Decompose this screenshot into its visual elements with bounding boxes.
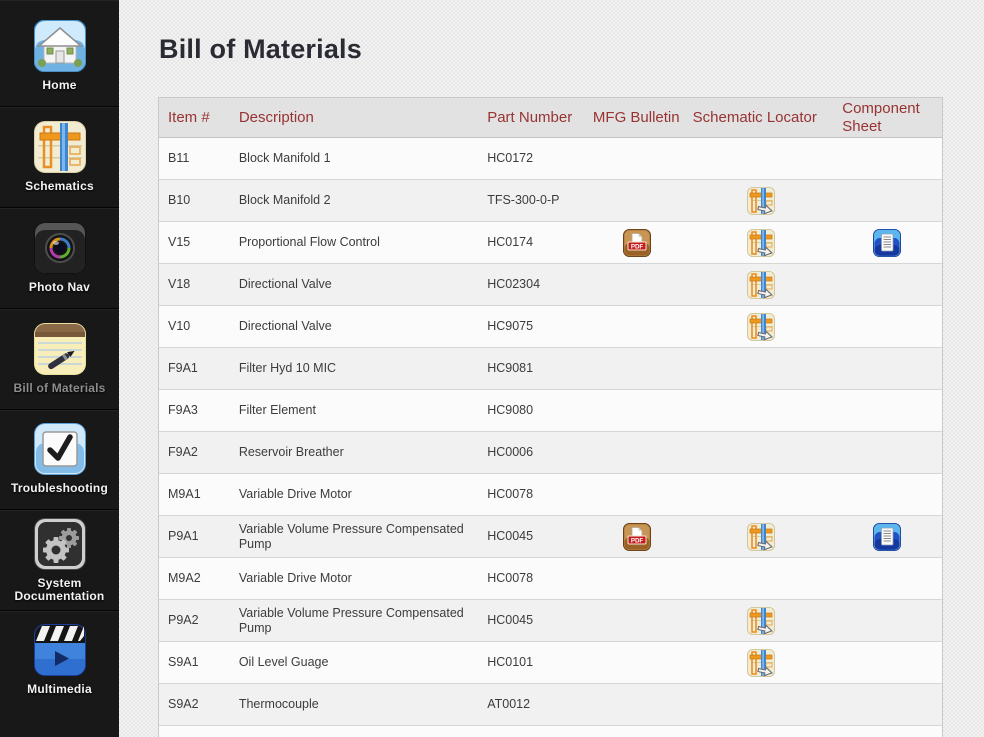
mfg-bulletin-cell [587,642,687,683]
mfg-bulletin-cell [587,138,687,179]
schematic-locator-cell [687,474,837,515]
mfg-bulletin-cell [587,474,687,515]
description-cell: Block Manifold 2 [238,193,331,207]
column-header-mfg-bulletin: MFG Bulletin [592,108,680,126]
description-cell: Reservoir Breather [238,445,344,459]
schematic-locator-cell [687,642,837,683]
component-sheet-cell [836,138,942,179]
schematic-locator-cell [687,390,837,431]
sidebar-item-label: Schematics [25,178,94,193]
component-sheet-cell [836,348,942,389]
sidebar-item-schematics[interactable] [0,107,119,208]
sidebar [0,0,119,737]
component-sheet-cell [836,390,942,431]
item-number-cell: F9A2 [168,445,198,459]
component-sheet-cell [836,264,942,305]
schematic-locator-cell [687,516,837,557]
item-number-cell: B10 [168,193,191,207]
sidebar-item-home[interactable] [0,0,119,107]
clapperboard-icon [34,624,86,676]
schematic-locator-cell [687,264,837,305]
part-number-cell: HC0174 [487,235,534,249]
mfg-bulletin-cell [587,516,687,557]
part-number-cell: AT0012 [487,697,531,711]
sidebar-item-troubleshooting[interactable] [0,410,119,511]
mfg-bulletin-cell [587,558,687,599]
pdf-icon[interactable] [623,523,651,551]
sidebar-item-bill-of-materials[interactable] [0,309,119,410]
sidebar-item-label: Bill of Materials [13,380,106,395]
mfg-bulletin-cell [587,348,687,389]
part-number-cell: HC0078 [487,571,534,585]
table-header-row [159,98,942,138]
part-number-cell: HC0045 [487,613,534,627]
part-number-cell: HC9081 [487,361,534,375]
table-row [159,222,942,264]
pdf-icon[interactable] [623,229,651,257]
mfg-bulletin-cell [587,390,687,431]
item-number-cell: S9A1 [168,655,199,669]
home-icon [34,20,86,72]
item-number-cell: V10 [168,319,191,333]
mfg-bulletin-cell [587,180,687,221]
schematic-locator-icon[interactable] [747,271,775,299]
part-number-cell: TFS-300-0-P [487,193,560,207]
bom-table [158,97,943,737]
main-content [119,0,984,737]
part-number-cell: HC0172 [487,151,534,165]
column-header-component-sheet: Component Sheet [842,99,920,135]
table-row [159,516,942,558]
item-number-cell: B11 [168,151,190,165]
schematic-locator-cell [687,138,837,179]
sidebar-item-label: Photo Nav [28,279,91,294]
component-sheet-cell [836,684,942,725]
item-number-cell: F9A3 [168,403,198,417]
component-sheet-cell [836,516,942,557]
description-cell: Proportional Flow Control [238,235,380,249]
schematic-locator-icon[interactable] [747,649,775,677]
part-number-cell: HC9075 [487,319,534,333]
description-cell: Filter Element [238,403,316,417]
item-number-cell: M9A2 [168,571,201,585]
table-row [159,180,942,222]
mfg-bulletin-cell [587,222,687,263]
sidebar-item-multimedia[interactable] [0,611,119,737]
component-sheet-cell [836,180,942,221]
schematic-locator-cell [687,180,837,221]
description-cell: Filter Hyd 10 MIC [238,361,337,375]
description-cell: Directional Valve [238,277,332,291]
component-sheet-cell [836,600,942,641]
table-row [159,474,942,516]
part-number-cell: HC0045 [487,529,534,543]
table-row [159,348,942,390]
description-cell: Variable Drive Motor [238,487,352,501]
schematic-locator-cell [687,348,837,389]
mfg-bulletin-cell [587,432,687,473]
item-number-cell: F9A1 [168,361,198,375]
map-icon [34,121,86,173]
column-header-part-number: Part Number [487,108,573,126]
table-row [159,306,942,348]
item-number-cell: V15 [168,235,191,249]
sidebar-item-label: Troubleshooting [11,481,108,496]
part-number-cell: HC02304 [487,277,541,291]
schematic-locator-icon[interactable] [747,607,775,635]
part-number-cell: HC0078 [487,487,534,501]
sidebar-item-label: System Documentation [14,575,105,603]
sidebar-item-system-documentation[interactable] [0,510,119,611]
component-sheet-cell [836,558,942,599]
schematic-locator-cell [687,600,837,641]
mfg-bulletin-cell [587,264,687,305]
notepad-pen-icon [34,323,86,375]
table-row [159,642,942,684]
part-number-cell: HC0006 [487,445,534,459]
schematic-locator-cell [687,432,837,473]
gears-icon [34,518,86,570]
table-row-partial [159,726,942,737]
description-cell: Variable Volume Pressure Compensated Pump [238,521,464,551]
table-row [159,390,942,432]
camera-lens-icon [34,222,86,274]
component-sheet-cell [836,642,942,683]
table-row [159,684,942,726]
schematic-locator-icon[interactable] [747,229,775,257]
sidebar-item-label: Multimedia [27,682,92,697]
description-cell: Thermocouple [238,697,319,711]
schematic-locator-icon[interactable] [747,313,775,341]
component-sheet-icon[interactable] [873,229,901,257]
schematic-locator-cell [687,684,837,725]
checkmark-icon [34,423,86,475]
sidebar-item-label: Home [42,77,77,92]
svg-text:PDF: PDF [630,536,643,544]
component-sheet-icon[interactable] [873,523,901,551]
description-cell: Block Manifold 1 [238,151,331,165]
item-number-cell: P9A2 [168,613,199,627]
schematic-locator-icon[interactable] [747,523,775,551]
description-cell: Oil Level Guage [238,655,329,669]
item-number-cell: M9A1 [168,487,201,501]
description-cell: Variable Drive Motor [238,571,352,585]
column-header-description: Description [238,108,314,126]
schematic-locator-cell [687,558,837,599]
page-title: Bill of Materials [159,34,362,64]
schematic-locator-cell [687,306,837,347]
column-header-schematic-locator: Schematic Locator [692,108,817,126]
component-sheet-cell [836,306,942,347]
table-row [159,432,942,474]
table-row [159,138,942,180]
part-number-cell: HC0101 [487,655,534,669]
component-sheet-cell [836,474,942,515]
table-row [159,264,942,306]
svg-text:PDF: PDF [630,242,643,250]
part-number-cell: HC9080 [487,403,534,417]
column-header-item-number: Item # [168,108,210,126]
item-number-cell: P9A1 [168,529,199,543]
description-cell: Directional Valve [238,319,332,333]
component-sheet-cell [836,432,942,473]
description-cell: Variable Volume Pressure Compensated Pump [238,605,464,635]
item-number-cell: S9A2 [168,697,199,711]
table-body [159,138,942,726]
schematic-locator-icon[interactable] [747,187,775,215]
sidebar-item-photo-nav[interactable] [0,208,119,309]
table-row [159,600,942,642]
mfg-bulletin-cell [587,684,687,725]
schematic-locator-cell [687,222,837,263]
table-row [159,558,942,600]
mfg-bulletin-cell [587,600,687,641]
component-sheet-cell [836,222,942,263]
mfg-bulletin-cell [587,306,687,347]
item-number-cell: V18 [168,277,191,291]
